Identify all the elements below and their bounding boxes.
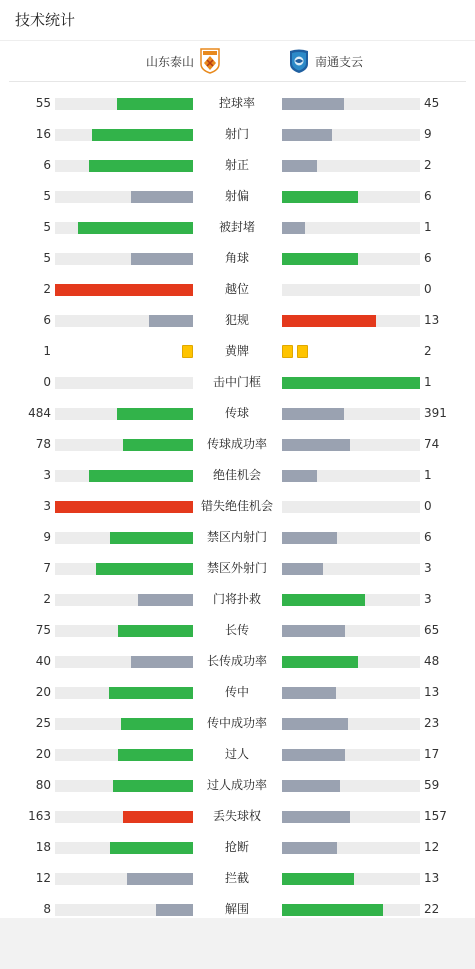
home-stat-value: 1 xyxy=(43,344,51,358)
stat-label: 击中门框 xyxy=(212,375,261,389)
stat-row xyxy=(0,336,475,367)
home-stat-bar xyxy=(96,563,193,575)
away-stat-bar xyxy=(282,98,344,110)
away-stat-bar xyxy=(282,780,340,792)
away-stat-bar-track xyxy=(282,191,420,203)
away-stat-value: 23 xyxy=(424,716,440,730)
away-stat-bar-track xyxy=(282,904,420,916)
home-stat-bar-track xyxy=(55,408,193,420)
home-stat-bar-track xyxy=(55,284,193,296)
stat-label: 传中 xyxy=(224,685,249,699)
stat-label: 黄牌 xyxy=(224,344,249,358)
stat-row xyxy=(0,305,475,336)
home-stat-bar xyxy=(123,439,193,451)
home-stat-bar-track xyxy=(55,253,193,265)
home-stat-bar-track xyxy=(55,904,193,916)
away-stat-bar xyxy=(282,315,376,327)
home-stat-bar xyxy=(121,718,193,730)
stat-label: 传球成功率 xyxy=(206,437,267,451)
stat-label: 绝佳机会 xyxy=(212,468,261,482)
stat-label: 犯规 xyxy=(224,313,249,327)
teams-header xyxy=(9,41,466,82)
stat-row xyxy=(0,894,475,925)
home-stat-bar xyxy=(131,191,193,203)
yellow-card-icon xyxy=(297,345,308,358)
away-stat-value: 2 xyxy=(424,344,432,358)
home-stat-bar-track xyxy=(55,842,193,854)
away-stat-bar xyxy=(282,470,317,482)
stat-row xyxy=(0,367,475,398)
home-stat-bar xyxy=(109,687,193,699)
home-stat-bar xyxy=(118,749,193,761)
stat-row xyxy=(0,739,475,770)
home-stat-bar-track xyxy=(55,191,193,203)
home-stat-bar xyxy=(131,656,193,668)
stat-label: 传球 xyxy=(224,406,249,420)
away-stat-bar-track xyxy=(282,408,420,420)
stat-label: 控球率 xyxy=(218,96,255,110)
away-stat-bar-track xyxy=(282,222,420,234)
home-stat-bar xyxy=(156,904,193,916)
away-stat-bar-track xyxy=(282,160,420,172)
away-stat-bar xyxy=(282,687,336,699)
away-stat-bar xyxy=(282,377,420,389)
stat-label: 射正 xyxy=(224,158,249,172)
stat-label: 过人成功率 xyxy=(206,778,267,792)
away-stat-value: 9 xyxy=(424,127,432,141)
away-stat-value: 0 xyxy=(424,282,432,296)
home-stat-bar-track xyxy=(55,222,193,234)
away-stat-value: 13 xyxy=(424,871,440,885)
away-stat-bar xyxy=(282,718,348,730)
away-stat-bar xyxy=(282,439,350,451)
away-yellow-cards xyxy=(282,345,308,358)
home-stat-value: 3 xyxy=(43,499,51,513)
away-stat-bar-track xyxy=(282,718,420,730)
stat-row xyxy=(0,460,475,491)
away-stat-bar-track xyxy=(282,563,420,575)
home-stat-value: 20 xyxy=(35,685,51,699)
home-stat-value: 2 xyxy=(43,282,51,296)
stat-label: 射门 xyxy=(224,127,249,141)
home-team[interactable] xyxy=(146,41,220,81)
stat-label: 解围 xyxy=(224,902,249,916)
away-stat-bar-track xyxy=(282,501,420,513)
home-stat-value: 163 xyxy=(28,809,51,823)
home-stat-value: 12 xyxy=(35,871,51,885)
home-stat-value: 3 xyxy=(43,468,51,482)
stat-row xyxy=(0,677,475,708)
home-stat-bar xyxy=(138,594,193,606)
away-stat-bar-track xyxy=(282,594,420,606)
away-stat-bar-track xyxy=(282,625,420,637)
home-stat-value: 0 xyxy=(43,375,51,389)
home-stat-bar-track xyxy=(55,501,193,513)
home-stat-bar xyxy=(89,470,193,482)
stat-label: 长传 xyxy=(224,623,249,637)
home-stat-value: 18 xyxy=(35,840,51,854)
home-stat-bar-track xyxy=(55,594,193,606)
away-stat-bar xyxy=(282,594,365,606)
away-stat-bar xyxy=(282,842,337,854)
away-stat-bar xyxy=(282,129,332,141)
stat-row xyxy=(0,708,475,739)
stat-row xyxy=(0,553,475,584)
home-stat-bar-track xyxy=(55,780,193,792)
home-stat-bar xyxy=(78,222,193,234)
away-stat-bar-track xyxy=(282,98,420,110)
away-stat-value: 2 xyxy=(424,158,432,172)
away-stat-value: 13 xyxy=(424,685,440,699)
stat-label: 被封堵 xyxy=(218,220,255,234)
home-stat-value: 6 xyxy=(43,313,51,327)
home-stat-bar xyxy=(55,284,193,296)
home-stat-bar xyxy=(110,842,193,854)
away-team-name: 南通支云 xyxy=(315,54,364,69)
home-stat-bar xyxy=(127,873,193,885)
home-stat-bar-track xyxy=(55,563,193,575)
away-stat-value: 6 xyxy=(424,530,432,544)
away-stat-bar-track xyxy=(282,532,420,544)
away-stat-value: 45 xyxy=(424,96,440,110)
home-stat-value: 5 xyxy=(43,251,51,265)
stat-row xyxy=(0,863,475,894)
stat-label: 过人 xyxy=(224,747,249,761)
home-stat-value: 2 xyxy=(43,592,51,606)
home-stat-value: 8 xyxy=(43,902,51,916)
home-stat-value: 20 xyxy=(35,747,51,761)
away-stat-bar-track xyxy=(282,253,420,265)
home-stat-bar-track xyxy=(55,873,193,885)
stat-row xyxy=(0,615,475,646)
away-stat-bar-track xyxy=(282,470,420,482)
away-stat-value: 6 xyxy=(424,251,432,265)
away-stat-bar xyxy=(282,873,354,885)
away-stat-value: 74 xyxy=(424,437,440,451)
away-stat-bar xyxy=(282,904,383,916)
stat-row xyxy=(0,801,475,832)
away-stat-bar-track xyxy=(282,439,420,451)
away-stat-value: 12 xyxy=(424,840,440,854)
home-stat-bar xyxy=(55,501,193,513)
away-stat-bar xyxy=(282,408,344,420)
home-stat-bar-track xyxy=(55,625,193,637)
home-stat-bar-track xyxy=(55,98,193,110)
away-stat-bar-track xyxy=(282,284,420,296)
stat-label: 抢断 xyxy=(224,840,249,854)
stats-list xyxy=(0,82,475,925)
stat-row xyxy=(0,584,475,615)
stat-row xyxy=(0,491,475,522)
away-stat-bar-track xyxy=(282,749,420,761)
home-stat-bar xyxy=(118,625,193,637)
stat-label: 错失绝佳机会 xyxy=(200,499,273,513)
away-stat-value: 13 xyxy=(424,313,440,327)
home-stat-bar xyxy=(110,532,193,544)
home-yellow-cards xyxy=(182,345,193,358)
away-stat-bar-track xyxy=(282,811,420,823)
away-stat-value: 1 xyxy=(424,220,432,234)
away-stat-bar-track xyxy=(282,129,420,141)
stat-row xyxy=(0,832,475,863)
stat-row xyxy=(0,770,475,801)
stat-row xyxy=(0,522,475,553)
away-stat-value: 1 xyxy=(424,375,432,389)
away-stat-bar xyxy=(282,811,350,823)
away-stat-bar xyxy=(282,563,323,575)
away-stat-value: 59 xyxy=(424,778,440,792)
home-stat-bar xyxy=(92,129,193,141)
away-stat-bar xyxy=(282,749,345,761)
stat-row xyxy=(0,274,475,305)
away-stat-bar-track xyxy=(282,873,420,885)
home-stat-value: 484 xyxy=(28,406,51,420)
home-stat-bar xyxy=(117,98,193,110)
home-stat-value: 16 xyxy=(35,127,51,141)
stat-label: 门将扑救 xyxy=(212,592,261,606)
home-stat-bar-track xyxy=(55,749,193,761)
stat-label: 射偏 xyxy=(224,189,249,203)
stat-row xyxy=(0,150,475,181)
away-stat-bar xyxy=(282,625,345,637)
away-stat-bar xyxy=(282,191,358,203)
home-stat-bar-track xyxy=(55,811,193,823)
away-stat-bar xyxy=(282,222,305,234)
stat-label: 角球 xyxy=(224,251,249,265)
away-stat-value: 65 xyxy=(424,623,440,637)
home-stat-bar-track xyxy=(55,718,193,730)
home-stat-value: 80 xyxy=(35,778,51,792)
home-stat-value: 40 xyxy=(35,654,51,668)
away-stat-bar-track xyxy=(282,656,420,668)
stat-label: 禁区内射门 xyxy=(206,530,267,544)
away-stat-bar-track xyxy=(282,687,420,699)
home-stat-bar-track xyxy=(55,160,193,172)
home-stat-value: 5 xyxy=(43,189,51,203)
away-stat-value: 17 xyxy=(424,747,440,761)
stat-row xyxy=(0,212,475,243)
away-stat-value: 0 xyxy=(424,499,432,513)
away-stat-value: 6 xyxy=(424,189,432,203)
home-stat-bar-track xyxy=(55,377,193,389)
home-stat-bar-track xyxy=(55,656,193,668)
away-stat-value: 3 xyxy=(424,592,432,606)
home-stat-bar xyxy=(123,811,193,823)
home-stat-bar-track xyxy=(55,439,193,451)
away-stat-value: 391 xyxy=(424,406,447,420)
page-title: 技术统计 xyxy=(0,0,475,41)
away-stat-bar xyxy=(282,532,337,544)
home-stat-bar xyxy=(113,780,193,792)
away-team[interactable] xyxy=(289,41,363,81)
home-stat-bar-track xyxy=(55,315,193,327)
stat-row xyxy=(0,181,475,212)
away-stat-value: 48 xyxy=(424,654,440,668)
away-stat-bar xyxy=(282,253,358,265)
home-stat-value: 7 xyxy=(43,561,51,575)
stat-label: 禁区外射门 xyxy=(206,561,267,575)
home-stat-bar-track xyxy=(55,129,193,141)
home-stat-bar xyxy=(149,315,193,327)
home-stat-bar-track xyxy=(55,470,193,482)
stat-row xyxy=(0,429,475,460)
home-stat-value: 5 xyxy=(43,220,51,234)
stat-row xyxy=(0,243,475,274)
stat-label: 长传成功率 xyxy=(206,654,267,668)
home-team-name: 山东泰山 xyxy=(145,54,194,69)
away-stat-value: 3 xyxy=(424,561,432,575)
stat-row xyxy=(0,88,475,119)
stat-row xyxy=(0,646,475,677)
yellow-card-icon xyxy=(282,345,293,358)
shandong-taishan-logo-icon xyxy=(200,48,220,74)
away-stat-value: 22 xyxy=(424,902,440,916)
home-stat-value: 78 xyxy=(35,437,51,451)
away-stat-bar xyxy=(282,656,358,668)
home-stat-bar xyxy=(89,160,193,172)
stat-label: 传中成功率 xyxy=(206,716,267,730)
stat-row xyxy=(0,398,475,429)
stat-label: 丢失球权 xyxy=(212,809,261,823)
home-stat-value: 55 xyxy=(35,96,51,110)
away-stat-value: 1 xyxy=(424,468,432,482)
nantong-zhiyun-logo-icon xyxy=(289,48,309,74)
home-stat-bar-track xyxy=(55,687,193,699)
home-stat-value: 9 xyxy=(43,530,51,544)
stat-row xyxy=(0,119,475,150)
stat-label: 拦截 xyxy=(224,871,249,885)
home-stat-bar xyxy=(131,253,193,265)
home-stat-value: 6 xyxy=(43,158,51,172)
home-stat-value: 75 xyxy=(35,623,51,637)
away-stat-bar-track xyxy=(282,377,420,389)
away-stat-bar-track xyxy=(282,842,420,854)
yellow-card-icon xyxy=(182,345,193,358)
stat-label: 越位 xyxy=(224,282,249,296)
home-stat-bar xyxy=(117,408,193,420)
away-stat-bar-track xyxy=(282,780,420,792)
away-stat-value: 157 xyxy=(424,809,447,823)
away-stat-bar xyxy=(282,160,317,172)
home-stat-bar-track xyxy=(55,532,193,544)
away-stat-bar-track xyxy=(282,315,420,327)
home-stat-value: 25 xyxy=(35,716,51,730)
